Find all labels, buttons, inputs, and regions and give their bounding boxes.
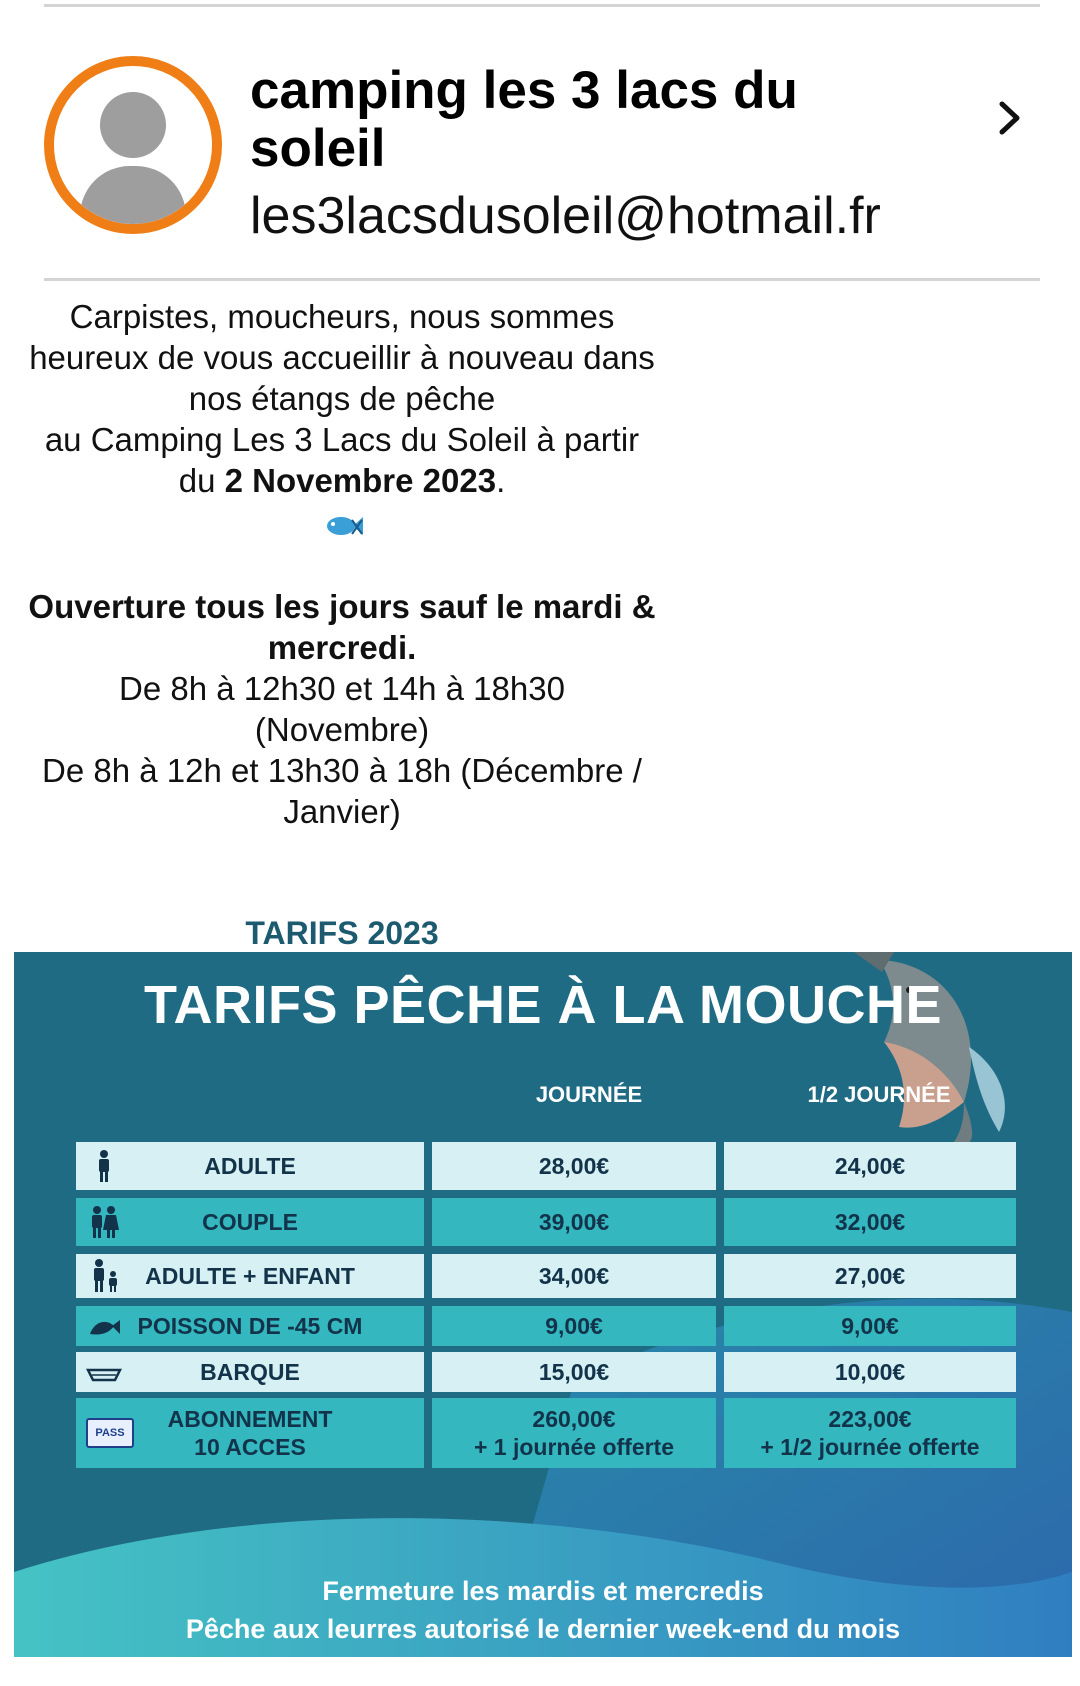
intro-line: heureux de vous accueillir à nouveau dans [29,339,655,376]
tariff-label: BARQUE [200,1359,300,1385]
poster-footer-lures: Pêche aux leurres autorisé le dernier week-end du mois [185,1614,901,1644]
header-divider [44,278,1040,281]
adult-child-icon [86,1258,122,1294]
tariff-row [76,1198,1026,1246]
tariff-day-price-cell [432,1398,716,1468]
boat-icon [86,1354,122,1390]
tariff-row [76,1352,1026,1392]
tariff-half-price: 10,00€ [724,1352,1016,1392]
couple-icon [86,1204,122,1240]
pass-icon: PASS [86,1418,134,1448]
tariff-label-cell [76,1254,424,1298]
tariff-label: ADULTE + ENFANT [145,1263,355,1289]
tariff-day-price: 9,00€ [432,1306,716,1346]
column-header-day: JOURNÉE [535,1082,643,1107]
tariff-label: POISSON DE -45 CM [137,1313,363,1339]
poster-footer-closure: Fermeture les mardis et mercredis [322,1576,764,1606]
tariff-row [76,1254,1026,1298]
avatar-body [80,166,186,234]
top-divider [44,4,1040,7]
tariff-row [76,1398,1026,1468]
opening-days: Ouverture tous les jours sauf le mardi & [28,588,656,625]
tariff-label: ABONNEMENT [167,1406,333,1432]
tariff-day-price: 15,00€ [432,1352,716,1392]
tariff-label: ADULTE [204,1153,296,1179]
intro-line: Carpistes, moucheurs, nous sommes [69,298,615,335]
tariff-half-price: 27,00€ [724,1254,1016,1298]
intro-line: du 2 Novembre 2023. [178,462,506,499]
tariff-day-price: 260,00€ [532,1406,616,1432]
poster-background [14,952,1072,1657]
intro-line: au Camping Les 3 Lacs du Soleil à partir [44,421,640,458]
tariff-day-note: + 1 journée offerte [473,1434,675,1460]
tariff-label-cell [76,1398,424,1468]
tariff-half-price: 223,00€ [828,1406,912,1432]
opening-hours [0,586,684,832]
avatar[interactable] [44,56,222,234]
tariff-half-note: + 1/2 journée offerte [760,1434,980,1460]
poster-title: TARIFS PÊCHE À LA MOUCHE [143,975,942,1035]
tariff-label-cell [76,1352,424,1392]
opening-date: 2 Novembre 2023 [224,462,497,499]
tariff-day-price: 39,00€ [432,1198,716,1246]
fish-emoji-icon [324,512,364,540]
tariff-day-price: 34,00€ [432,1254,716,1298]
tariff-poster[interactable] [14,952,1072,1657]
tarifs-heading: TARIFS 2023 [245,915,439,951]
tariff-label: COUPLE [202,1209,298,1235]
intro-line: nos étangs de pêche [188,380,496,417]
tariff-row [76,1142,1026,1190]
opening-days: mercredi. [267,629,417,666]
contact-name: camping les 3 lacs du soleil [250,61,798,178]
hours-line: De 8h à 12h30 et 14h à 18h30 [119,670,565,707]
hours-line: Janvier) [283,793,401,830]
chevron-right-icon[interactable] [990,98,1030,138]
contact-email[interactable]: les3lacsdusoleil@hotmail.fr [250,187,881,245]
tariff-half-price: 9,00€ [724,1306,1016,1346]
tariff-label-cell [76,1198,424,1246]
tariff-label-cell [76,1142,424,1190]
intro-paragraph [0,296,684,501]
column-header-half-day: 1/2 JOURNÉE [807,1082,951,1107]
tariff-half-price-cell [724,1398,1016,1468]
tariff-row [76,1306,1026,1346]
person-icon [86,1148,122,1184]
tariff-label: 10 ACCES [194,1434,306,1460]
tariff-label-cell [76,1306,424,1346]
tariff-day-price: 28,00€ [432,1142,716,1190]
tariff-half-price: 32,00€ [724,1198,1016,1246]
hours-line: De 8h à 12h et 13h30 à 18h (Décembre / [42,752,642,789]
avatar-head [100,92,166,158]
fish-icon [86,1308,122,1344]
tariff-half-price: 24,00€ [724,1142,1016,1190]
hours-line: (Novembre) [254,711,430,748]
